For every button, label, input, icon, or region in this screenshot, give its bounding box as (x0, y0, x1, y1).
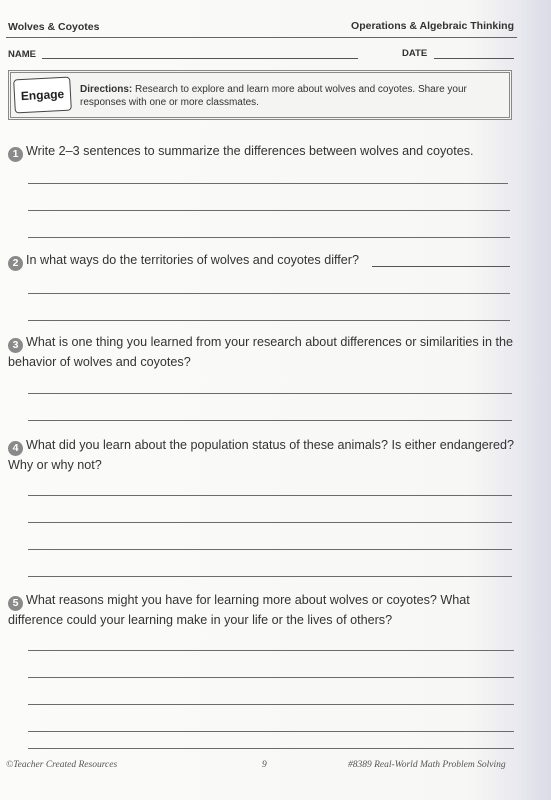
question-text: What did you learn about the population status of these animals? Is either endangered? Why or why not? (8, 438, 514, 472)
footer-book-title: #8389 Real-World Math Problem Solving (348, 760, 506, 770)
question-number-badge: 2 (8, 256, 23, 271)
worksheet-title: Wolves & Coyotes (8, 21, 100, 33)
question-3 (8, 333, 518, 372)
question-2 (8, 251, 518, 271)
footer-copyright: ©Teacher Created Resources (6, 760, 118, 770)
answer-line[interactable] (28, 237, 510, 238)
question-text: In what ways do the territories of wolves and coyotes differ? (26, 253, 359, 267)
answer-line[interactable] (28, 293, 510, 294)
answer-line[interactable] (28, 210, 510, 211)
directions-label: Directions: (80, 84, 133, 95)
date-label: DATE (402, 48, 428, 59)
date-field[interactable] (434, 58, 514, 59)
answer-line[interactable] (28, 650, 514, 651)
question-number-badge: 3 (8, 338, 23, 353)
answer-line[interactable] (28, 704, 514, 705)
directions-text (80, 83, 500, 109)
header-divider (6, 37, 517, 38)
answer-line[interactable] (28, 183, 508, 184)
name-field[interactable] (42, 58, 358, 59)
answer-line[interactable] (372, 266, 510, 267)
answer-line[interactable] (28, 748, 514, 749)
name-label: NAME (8, 49, 36, 60)
engage-tab: Engage (13, 77, 72, 114)
question-number-badge: 4 (8, 441, 23, 456)
answer-line[interactable] (28, 320, 510, 321)
question-number-badge: 5 (8, 596, 23, 611)
answer-line[interactable] (28, 549, 512, 550)
engage-directions-box (8, 70, 512, 120)
question-5 (8, 591, 518, 630)
answer-line[interactable] (28, 495, 512, 496)
answer-line[interactable] (28, 393, 512, 394)
answer-line[interactable] (28, 522, 512, 523)
question-1 (8, 142, 518, 162)
answer-line[interactable] (28, 677, 514, 678)
subject-heading: Operations & Algebraic Thinking (351, 20, 514, 32)
page-number: 9 (262, 760, 267, 770)
question-number-badge: 1 (8, 147, 23, 162)
question-text: What reasons might you have for learning more about wolves or coyotes? What difference could your learning make in your life or the lives of others? (8, 593, 470, 627)
question-text: What is one thing you learned from your research about differences or similarities in the behavior of wolves and coyotes? (8, 335, 513, 369)
answer-line[interactable] (28, 731, 514, 732)
question-4 (8, 436, 518, 475)
question-text: Write 2–3 sentences to summarize the differences between wolves and coyotes. (26, 144, 474, 158)
answer-line[interactable] (28, 576, 512, 577)
directions-body: Research to explore and learn more about wolves and coyotes. Share your responses with one or more classmates. (80, 84, 467, 108)
answer-line[interactable] (28, 420, 512, 421)
